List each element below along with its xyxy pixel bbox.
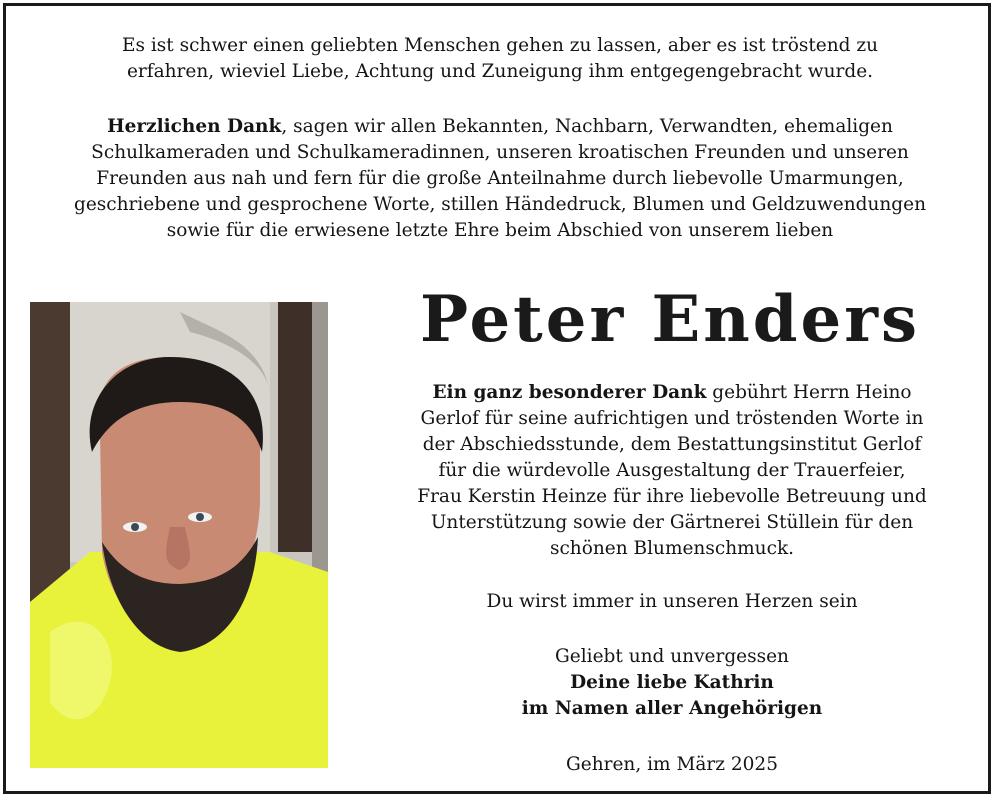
intro-line: erfahren, wieviel Liebe, Achtung und Zuneigung ihm entgegengebracht wurde. (126, 61, 874, 82)
deceased-name: Peter Enders (420, 282, 920, 357)
special-thanks-line: Frau Kerstin Heinze für ihre liebevolle Betreuung und (417, 486, 927, 507)
portrait-photo (30, 302, 328, 768)
signature-line: Geliebt und unvergessen (555, 646, 789, 667)
special-thanks-line: schönen Blumenschmuck. (549, 538, 795, 559)
thanks-line: geschriebene und gesprochene Worte, stillen Händedruck, Blumen und Geldzuwendungen (73, 194, 927, 215)
intro-line: Es ist schwer einen geliebten Menschen gehen zu lassen, aber es ist tröstend zu (121, 35, 879, 56)
thanks-line: sowie für die erwiesene letzte Ehre beim Abschied von unserem lieben (166, 220, 834, 241)
place-date: Gehren, im März 2025 (566, 754, 778, 775)
special-thanks-text (360, 380, 984, 562)
thanks-lead: Herzlichen Dank (107, 116, 282, 137)
special-thanks-line: für die würdevolle Ausgestaltung der Trauerfeier, (438, 460, 906, 481)
special-thanks-line-rest: gebührt Herrn Heino (706, 382, 912, 403)
thanks-line-rest: , sagen wir allen Bekannten, Nachbarn, Verwandten, ehemaligen (281, 116, 893, 137)
special-thanks-line: der Abschiedsstunde, dem Bestattungsinstitut Gerlof (422, 434, 922, 455)
thanks-line (20, 114, 980, 140)
thanks-line: Schulkameraden und Schulkameradinnen, unseren kroatischen Freunden und unseren (91, 142, 909, 163)
intro-text (20, 33, 980, 85)
signature-name: Deine liebe Kathrin (570, 672, 774, 693)
special-thanks-lead: Ein ganz besonderer Dank (432, 382, 707, 403)
special-thanks-line: Unterstützung sowie der Gärtnerei Stüllein für den (430, 512, 914, 533)
signature-family: im Namen aller Angehörigen (521, 698, 823, 719)
signature (360, 644, 984, 722)
special-thanks-line (360, 380, 984, 406)
motto: Du wirst immer in unseren Herzen sein (486, 591, 858, 612)
special-thanks-line: Gerlof für seine aufrichtigen und tröstenden Worte in (420, 408, 924, 429)
thanks-text (20, 114, 980, 244)
thanks-line: Freunden aus nah und fern für die große Anteilnahme durch liebevolle Umarmungen, (96, 168, 904, 189)
